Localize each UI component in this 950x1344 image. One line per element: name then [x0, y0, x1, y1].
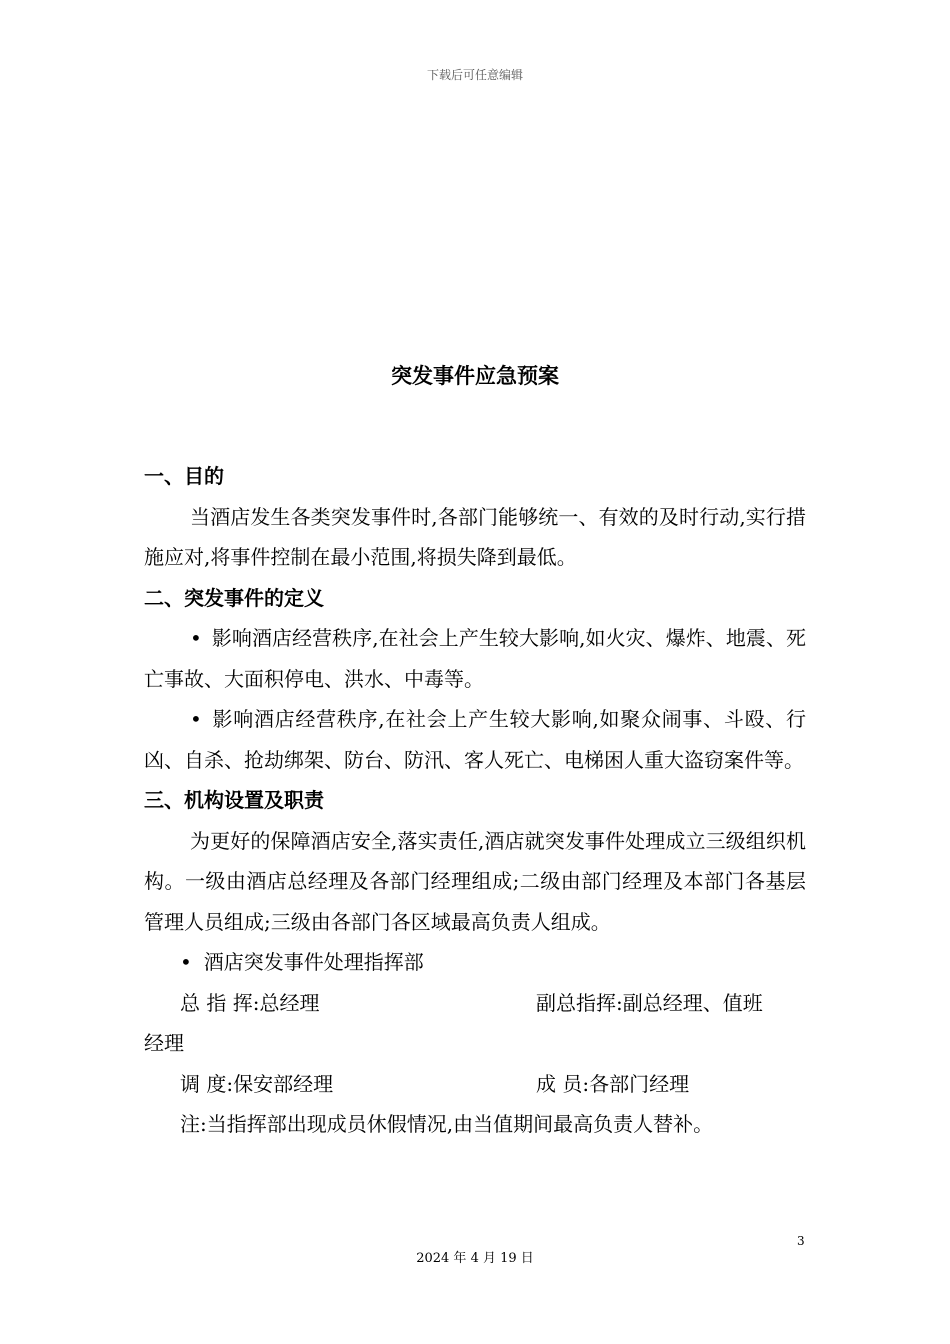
header-note: 下载后可任意编辑: [426, 68, 523, 82]
document-body: [144, 456, 806, 1145]
section-heading-purpose: 一、目的: [144, 464, 224, 488]
bullet-icon: •: [190, 626, 202, 650]
section-heading-organization: 三、机构设置及职责: [144, 788, 324, 812]
bullet-icon: •: [190, 707, 202, 731]
role-row-dispatch: [144, 1064, 806, 1105]
role-deputy-continuation: 经理: [144, 1031, 184, 1055]
definition-bullet-text: 影响酒店经营秩序,在社会上产生较大影响,如聚众闹事、斗殴、行凶、自杀、抢劫绑架、防台、防汛、客人死亡、电梯困人重大盗窃案件等。: [144, 707, 806, 772]
command-bullet: [144, 942, 806, 983]
purpose-paragraph: 当酒店发生各类突发事件时,各部门能够统一、有效的及时行动,实行措施应对,将事件控制在最小范围,将损失降到最低。: [144, 504, 806, 569]
role-chief: 总 指 挥:总经理: [180, 990, 320, 1015]
definition-bullet: [144, 699, 806, 780]
role-members: 成 员:各部门经理: [536, 1071, 690, 1096]
bullet-icon: •: [180, 950, 192, 974]
role-dispatch: 调 度:保安部经理: [180, 1071, 334, 1096]
organization-paragraph: 为更好的保障酒店安全,落实责任,酒店就突发事件处理成立三级组织机构。一级由酒店总经理及各部门经理组成;二级由部门经理及本部门各基层管理人员组成;三级由各部门各区域最高负责人组成。: [144, 828, 806, 934]
page-number: 3: [797, 1234, 805, 1248]
footer-date: 2024 年 4 月 19 日: [416, 1251, 534, 1266]
definition-bullet: [144, 618, 806, 699]
definition-bullet-text: 影响酒店经营秩序,在社会上产生较大影响,如火灾、爆炸、地震、死亡事故、大面积停电、洪水、中毒等。: [144, 626, 806, 691]
role-deputy: 副总指挥:副总经理、值班: [536, 990, 763, 1015]
command-bullet-text: 酒店突发事件处理指挥部: [203, 950, 424, 974]
role-row-chief: [144, 983, 806, 1024]
document-title: 突发事件应急预案: [391, 363, 559, 388]
section-heading-definition: 二、突发事件的定义: [144, 585, 324, 610]
substitution-note: 注:当指挥部出现成员休假情况,由当值期间最高负责人替补。: [180, 1112, 714, 1136]
